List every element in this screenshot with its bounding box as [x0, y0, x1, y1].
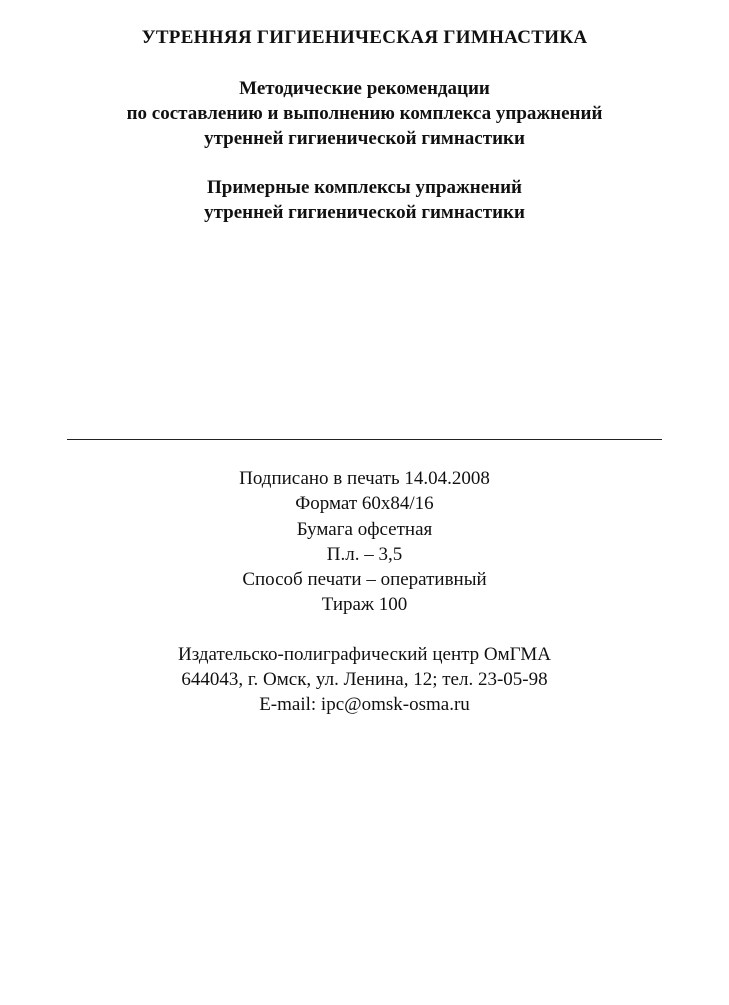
- imprint-line: Формат 60х84/16: [295, 493, 434, 514]
- publisher-name: Издательско-полиграфический центр ОмГМА: [177, 644, 552, 665]
- horizontal-divider: [67, 439, 662, 440]
- imprint-line: Тираж 100: [321, 594, 408, 615]
- imprint-line: Способ печати – оперативный: [242, 569, 487, 590]
- imprint-line: Подписано в печать 14.04.2008: [239, 468, 490, 489]
- imprint-line: П.л. – 3,5: [326, 544, 403, 565]
- section-line: утренней гигиенической гимнастики: [204, 128, 525, 149]
- document-title: УТРЕННЯЯ ГИГИЕНИЧЕСКАЯ ГИМНАСТИКА: [141, 27, 588, 48]
- imprint-line: Бумага офсетная: [296, 519, 433, 540]
- publisher-email: E-mail: ipc@omsk-osma.ru: [259, 694, 470, 715]
- section-line: Примерные комплексы упражнений: [206, 177, 523, 198]
- section-line: Методические рекомендации: [239, 78, 490, 99]
- publisher-address: 644043, г. Омск, ул. Ленина, 12; тел. 23-05-98: [181, 669, 548, 690]
- section-line: утренней гигиенической гимнастики: [204, 202, 525, 223]
- section-line: по составлению и выполнению комплекса упражнений: [126, 103, 603, 124]
